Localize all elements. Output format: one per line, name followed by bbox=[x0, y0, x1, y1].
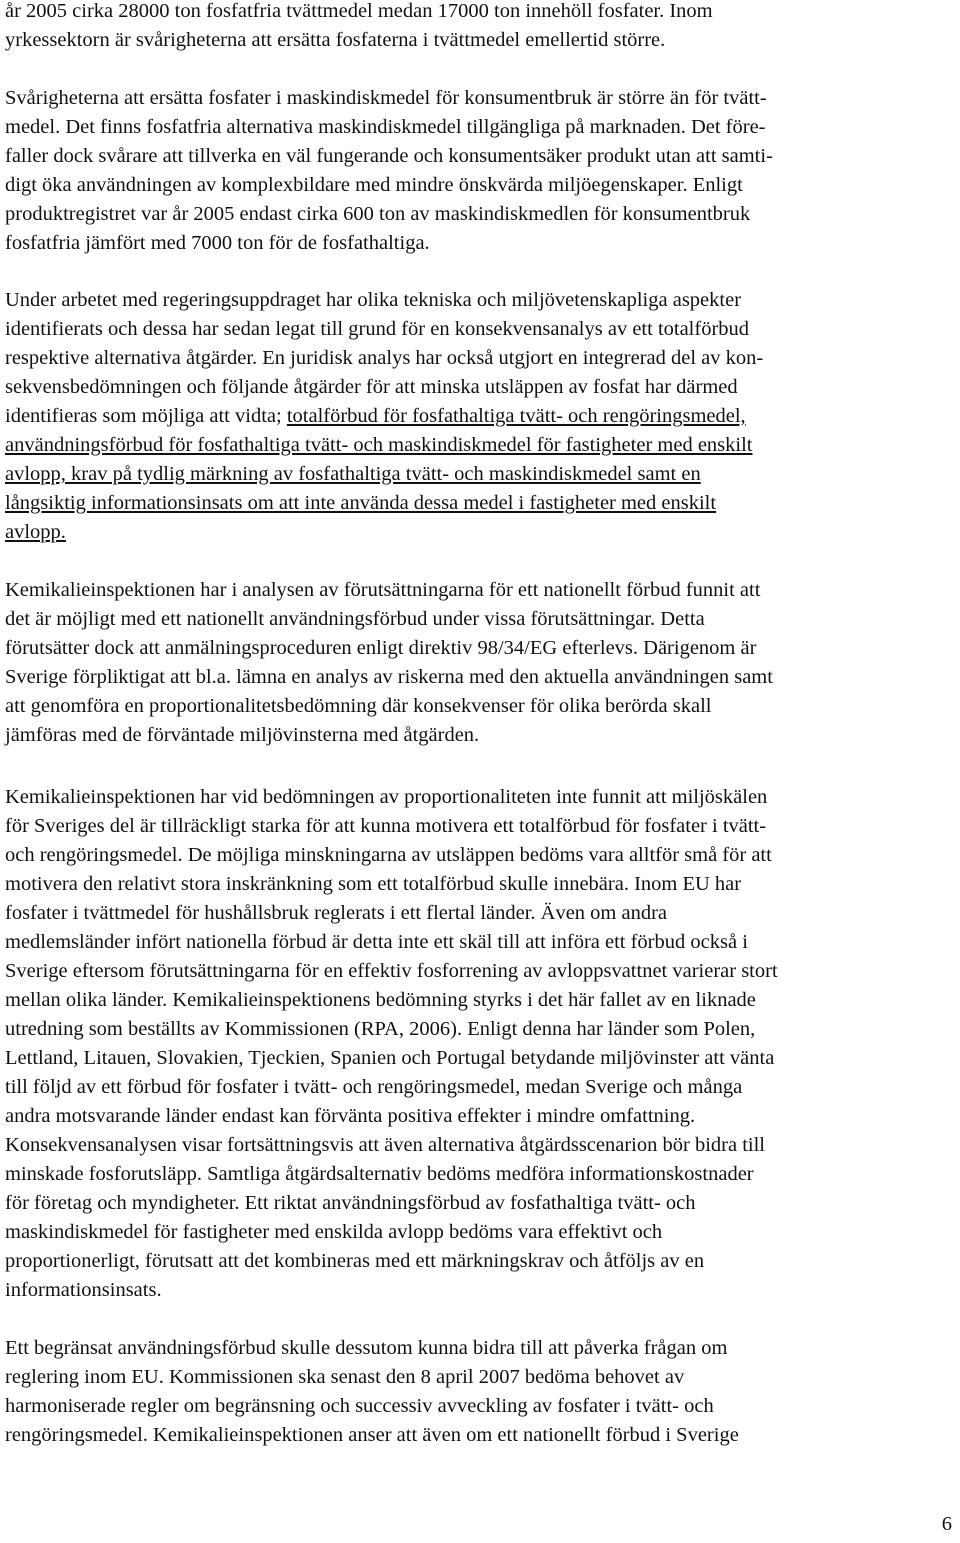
paragraph-6 bbox=[5, 1334, 960, 1450]
text-line: det är möjligt med ett nationellt användningsförbud under vissa förutsättningar. Detta bbox=[5, 608, 705, 630]
text-line: Sverige förpliktigat att bl.a. lämna en analys av riskerna med den aktuella användningen samt bbox=[5, 666, 773, 688]
text-line: utredning som beställts av Kommissionen (RPA, 2006). Enligt denna har länder som Polen, bbox=[5, 1018, 756, 1040]
text-line: för företag och myndigheter. Ett riktat användningsförbud av fosfathaltiga tvätt- och bbox=[5, 1192, 696, 1214]
text-line: andra motsvarande länder endast kan förvänta positiva effekter i mindre omfattning. bbox=[5, 1105, 696, 1127]
text-line: digt öka användningen av komplexbildare med mindre önskvärda miljöegenskaper. Enligt bbox=[5, 174, 743, 196]
text-line: fosfatfria jämfört med 7000 ton för de fosfathaltiga. bbox=[5, 232, 430, 254]
text-line: motivera den relativt stora inskränkning som ett totalförbud skulle innebära. Inom EU har bbox=[5, 873, 742, 895]
text-line: minskade fosforutsläpp. Samtliga åtgärdsalternativ bedöms medföra informationskostnader bbox=[5, 1163, 754, 1185]
paragraph-5 bbox=[5, 783, 960, 1305]
text-line: förutsätter dock att anmälningsproceduren enligt direktiv 98/34/EG efterlevs. Därigenom är bbox=[5, 637, 757, 659]
text-line: Under arbetet med regeringsuppdraget har olika tekniska och miljövetenskapliga aspekter bbox=[5, 289, 742, 311]
underlined-text: långsiktig informationsinsats om att inte använda dessa medel i fastigheter med enskilt bbox=[5, 492, 717, 514]
text-line: till följd av ett förbud för fosfater i tvätt- och rengöringsmedel, medan Sverige och många bbox=[5, 1076, 743, 1098]
text-line: produktregistret var år 2005 endast cirka 600 ton av maskindiskmedlen för konsumentbruk bbox=[5, 203, 751, 225]
text-line: Lettland, Litauen, Slovakien, Tjeckien, Spanien och Portugal betydande miljövinster att vänta bbox=[5, 1047, 775, 1069]
text-line: identifierats och dessa har sedan legat till grund för en konsekvensanalys av ett totalförbud bbox=[5, 318, 750, 340]
text-line: Konsekvensanalysen visar fortsättningsvis att även alternativa åtgärdsscenarion bör bidra till bbox=[5, 1134, 765, 1156]
text-line: jämföras med de förväntade miljövinsterna med åtgärden. bbox=[5, 724, 480, 746]
text-line: år 2005 cirka 28000 ton fosfatfria tvättmedel medan 17000 ton innehöll fosfater. Inom bbox=[5, 0, 713, 22]
underlined-text: avlopp, krav på tydlig märkning av fosfathaltiga tvätt- och maskindiskmedel samt en bbox=[5, 463, 701, 485]
paragraph-3 bbox=[5, 286, 960, 547]
text-line: mellan olika länder. Kemikalieinspektionens bedömning styrks i det här fallet av en liknade bbox=[5, 989, 756, 1011]
text-line: Ett begränsat användningsförbud skulle dessutom kunna bidra till att påverka frågan om bbox=[5, 1337, 728, 1359]
text-line: Kemikalieinspektionen har vid bedömningen av proportionaliteten inte funnit att miljöskälen bbox=[5, 786, 768, 808]
text-line: yrkessektorn är svårigheterna att ersätta fosfaterna i tvättmedel emellertid större. bbox=[5, 29, 666, 51]
text-line: medlemsländer infört nationella förbud är detta inte ett skäl till att införa ett förbud också i bbox=[5, 931, 748, 953]
text-line: Kemikalieinspektionen har i analysen av förutsättningarna för ett nationellt förbud funnit att bbox=[5, 579, 761, 601]
page-number: 6 bbox=[941, 1513, 952, 1535]
text-line: faller dock svårare att tillverka en väl fungerande och konsumentsäker produkt utan att samti- bbox=[5, 145, 773, 167]
underlined-text: användningsförbud för fosfathaltiga tvätt- och maskindiskmedel för fastigheter med enskilt bbox=[5, 434, 753, 456]
text-line: harmoniserade regler om begränsning och successiv avveckling av fosfater i tvätt- och bbox=[5, 1395, 714, 1417]
text-line: sekvensbedömningen och följande åtgärder för att minska utsläppen av fosfat har därmed bbox=[5, 376, 738, 398]
text-line: fosfater i tvättmedel för hushållsbruk reglerats i ett flertal länder. Även om andra bbox=[5, 902, 668, 924]
text-line: informationsinsats. bbox=[5, 1279, 162, 1301]
underlined-text: totalförbud för fosfathaltiga tvätt- och rengöringsmedel, bbox=[286, 405, 746, 427]
text-line-mixed bbox=[5, 402, 960, 431]
paragraph-1 bbox=[5, 0, 960, 55]
text-line: att genomföra en proportionalitetsbedömning där konsekvenser för olika berörda skall bbox=[5, 695, 712, 717]
paragraph-4 bbox=[5, 576, 960, 750]
text-line: reglering inom EU. Kommissionen ska senast den 8 april 2007 bedöma behovet av bbox=[5, 1366, 685, 1388]
text-line: medel. Det finns fosfatfria alternativa maskindiskmedel tillgängliga på marknaden. Det före- bbox=[5, 116, 766, 138]
underlined-text: avlopp. bbox=[5, 521, 66, 543]
text-line: Sverige eftersom förutsättningarna för en effektiv fosforrening av avloppsvattnet varierar stort bbox=[5, 960, 778, 982]
text-line: och rengöringsmedel. De möjliga minskningarna av utsläppen bedöms vara alltför små för att bbox=[5, 844, 772, 866]
text-line: maskindiskmedel för fastigheter med enskilda avlopp bedöms vara effektivt och bbox=[5, 1221, 663, 1243]
text-line: respektive alternativa åtgärder. En juridisk analys har också utgjort en integrerad del av kon- bbox=[5, 347, 764, 369]
paragraph-2 bbox=[5, 84, 960, 258]
text-line: Svårigheterna att ersätta fosfater i maskindiskmedel för konsumentbruk är större än för tvätt- bbox=[5, 87, 767, 109]
text-segment: identifieras som möjliga att vidta; bbox=[5, 405, 287, 427]
text-line: proportionerligt, förutsatt att det kombineras med ett märkningskrav och åtföljs av en bbox=[5, 1250, 705, 1272]
text-line: för Sveriges del är tillräckligt starka för att kunna motivera ett totalförbud för fosfater i tvätt- bbox=[5, 815, 767, 837]
text-line: rengöringsmedel. Kemikalieinspektionen anser att även om ett nationellt förbud i Sverige bbox=[5, 1424, 739, 1446]
